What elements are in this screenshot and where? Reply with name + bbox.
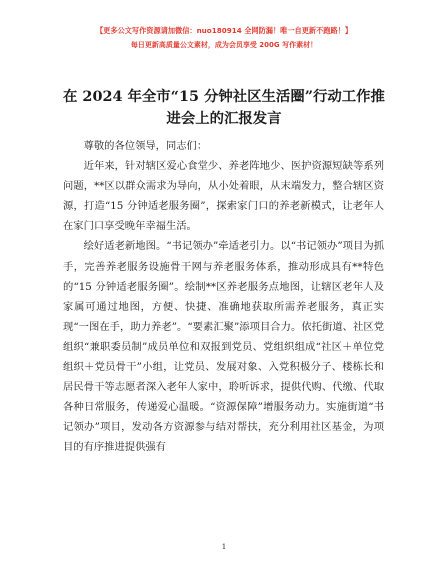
document-body bbox=[63, 136, 384, 458]
paragraph-1: 近年来，针对辖区爱心食堂少、养老阵地少、医护资源短缺等系列问题，**区以群众需求为导向，从小处着眼，从末端发力，整合辖区资源，打造“15 分钟适老服务圈”，探索家门口的养老新模式，让老年人在家门口享受晚年幸福生活。 bbox=[63, 160, 384, 233]
promo-line-2: 每日更新高质量公文素材，成为会员享受 200G 写作素材！ bbox=[130, 41, 318, 49]
promo-line-1: 【更多公文写作资源请加微信：nuo180914 全网防漏！唯一自更新不跑路！】 bbox=[95, 26, 353, 35]
paragraph-2: 绘好适老新地图。“书记领办”牵适老引力。以“书记领办”项目为抓手，完善养老服务设施骨干网与养老服务体系，推动形成具有**特色的“15 分钟适老服务圈”。绘制**区养老服务点地图，让辖区老年人及家属可通过地图，方便、快捷、准确地获取所需养老服务，真正实现“一图在手，助力养老”。“要素汇聚”添项目合力。依托街道、社区党组织“兼职委员制”成员单位和双报到党员、党组织组成“社区＋单位党组织＋党员骨干”小组，让党员、发展对象、入党积极分子、楼栋长和居民骨干等志愿者深入老年人家中，聆听诉求，提供代购、代缴、代取各种日常服务，传递爱心温暖。“资源保障”增服务动力。实施街道“书记领办”项目，发动各方资源参与结对帮扶，充分利用社区基金，为项目的有序推进提供强有 bbox=[63, 240, 384, 454]
salutation: 尊敬的各位领导，同志们： bbox=[83, 140, 208, 152]
promo-banner bbox=[0, 26, 448, 50]
document-title: 在 2024 年全市“15 分钟社区生活圈”行动工作推进会上的汇报发言 bbox=[63, 88, 385, 127]
page-number: 1 bbox=[221, 542, 227, 551]
